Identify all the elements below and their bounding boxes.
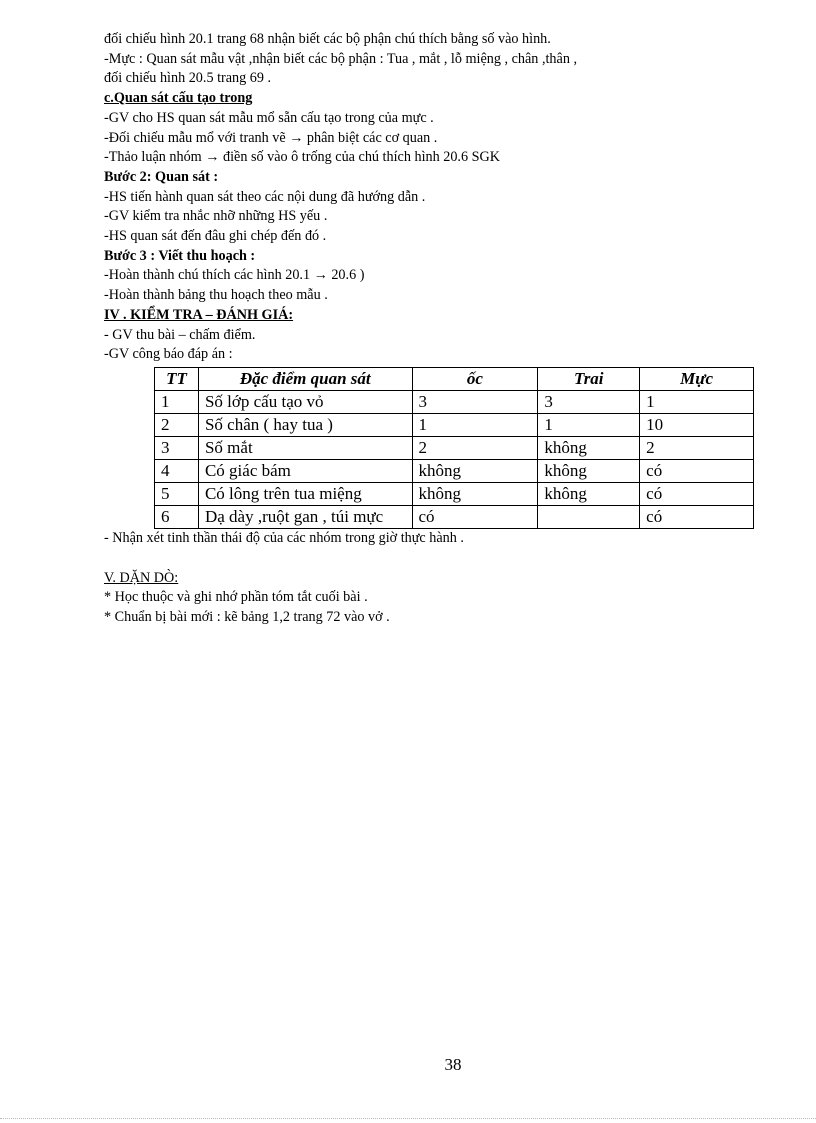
table-row — [155, 390, 754, 413]
table-cell: không — [538, 482, 640, 505]
table-cell: có — [640, 505, 754, 528]
section-heading-v-text: V. DẶN DÒ: — [104, 569, 179, 586]
table-cell: 1 — [538, 413, 640, 436]
step-heading-2: Bước 2: Quan sát : — [104, 168, 219, 185]
table-cell: có — [640, 482, 754, 505]
text-line: - GV thu bài – chấm điểm. — [104, 326, 256, 343]
text-line: -GV kiểm tra nhắc nhỡ những HS yếu . — [104, 208, 328, 225]
table-row — [155, 482, 754, 505]
text-line: * Học thuộc và ghi nhớ phần tóm tắt cuối bài . — [104, 589, 368, 606]
table-cell: không — [538, 436, 640, 459]
text-line: -Đối chiếu mẫu mổ với tranh vẽ → phân biệt các cơ quan . — [104, 129, 438, 146]
table-cell: 5 — [155, 482, 199, 505]
table-cell: Có lông trên tua miệng — [198, 482, 412, 505]
text-line: * Chuẩn bị bài mới : kẽ bảng 1,2 trang 72 vào vở . — [104, 609, 390, 626]
table-header-cell: Đặc điểm quan sát — [198, 367, 412, 390]
text-line: -HS quan sát đến đâu ghi chép đến đó . — [104, 228, 327, 245]
table-cell: 10 — [640, 413, 754, 436]
table-cell: Số chân ( hay tua ) — [198, 413, 412, 436]
table-cell: 3 — [155, 436, 199, 459]
text-line: -Mực : Quan sát mẫu vật ,nhận biết các bộ phận : Tua , mắt , lỗ miệng , chân ,thân , — [104, 50, 578, 67]
table-row — [155, 413, 754, 436]
table-cell: không — [412, 482, 538, 505]
table-header-cell: Mực — [640, 367, 754, 390]
table-header-cell: ốc — [412, 367, 538, 390]
text-line: -GV cho HS quan sát mẫu mổ sẵn cấu tạo trong của mực . — [104, 109, 434, 126]
table-cell: không — [412, 459, 538, 482]
table-header-cell: TT — [155, 367, 199, 390]
table-cell: Có giác bám — [198, 459, 412, 482]
table-cell: 2 — [412, 436, 538, 459]
table-cell: Số lớp cấu tạo vỏ — [198, 390, 412, 413]
table-row — [155, 436, 754, 459]
text-line: đối chiếu hình 20.5 trang 69 . — [104, 70, 272, 87]
step-heading-3: Bước 3 : Viết thu hoạch : — [104, 247, 256, 264]
table-cell: 2 — [155, 413, 199, 436]
spacer — [104, 549, 744, 569]
table-header-row — [155, 367, 754, 390]
table-cell: có — [640, 459, 754, 482]
table-cell: 3 — [538, 390, 640, 413]
text-line: -GV công báo đáp án : — [104, 346, 233, 363]
answer-table-wrapper — [154, 367, 744, 529]
table-header-cell: Trai — [538, 367, 640, 390]
table-cell: 2 — [640, 436, 754, 459]
table-cell: Dạ dày ,ruột gan , túi mực — [198, 505, 412, 528]
section-heading-v — [104, 569, 744, 589]
table-cell: 1 — [155, 390, 199, 413]
text-line: - Nhận xét tinh thần thái độ của các nhóm trong giờ thực hành . — [104, 529, 464, 546]
table-cell: 4 — [155, 459, 199, 482]
table-cell: 3 — [412, 390, 538, 413]
table-cell — [538, 505, 640, 528]
answer-table — [154, 367, 754, 529]
table-row — [155, 459, 754, 482]
table-cell: Số mắt — [198, 436, 412, 459]
page-number: 38 — [444, 1055, 462, 1074]
section-heading-c: c.Quan sát cấu tạo trong — [104, 90, 253, 107]
table-cell: 1 — [412, 413, 538, 436]
table-cell: 1 — [640, 390, 754, 413]
text-line: -HS tiến hành quan sát theo các nội dung đã hướng dẫn . — [104, 188, 426, 205]
table-row — [155, 505, 754, 528]
page-content — [104, 30, 744, 628]
table-cell: có — [412, 505, 538, 528]
table-cell: không — [538, 459, 640, 482]
text-line: -Hoàn thành bảng thu hoạch theo mẫu . — [104, 287, 328, 304]
page-bottom-divider — [0, 1118, 816, 1119]
section-heading-iv: IV . KIỂM TRA – ĐÁNH GIÁ: — [104, 306, 294, 323]
text-line: đối chiếu hình 20.1 trang 68 nhận biết các bộ phận chú thích bằng số vào hình. — [104, 31, 551, 47]
table-cell: 6 — [155, 505, 199, 528]
text-line: -Thảo luận nhóm → điền số vào ô trống của chú thích hình 20.6 SGK — [104, 149, 501, 166]
text-line: -Hoàn thành chú thích các hình 20.1 → 20.6 ) — [104, 267, 365, 284]
